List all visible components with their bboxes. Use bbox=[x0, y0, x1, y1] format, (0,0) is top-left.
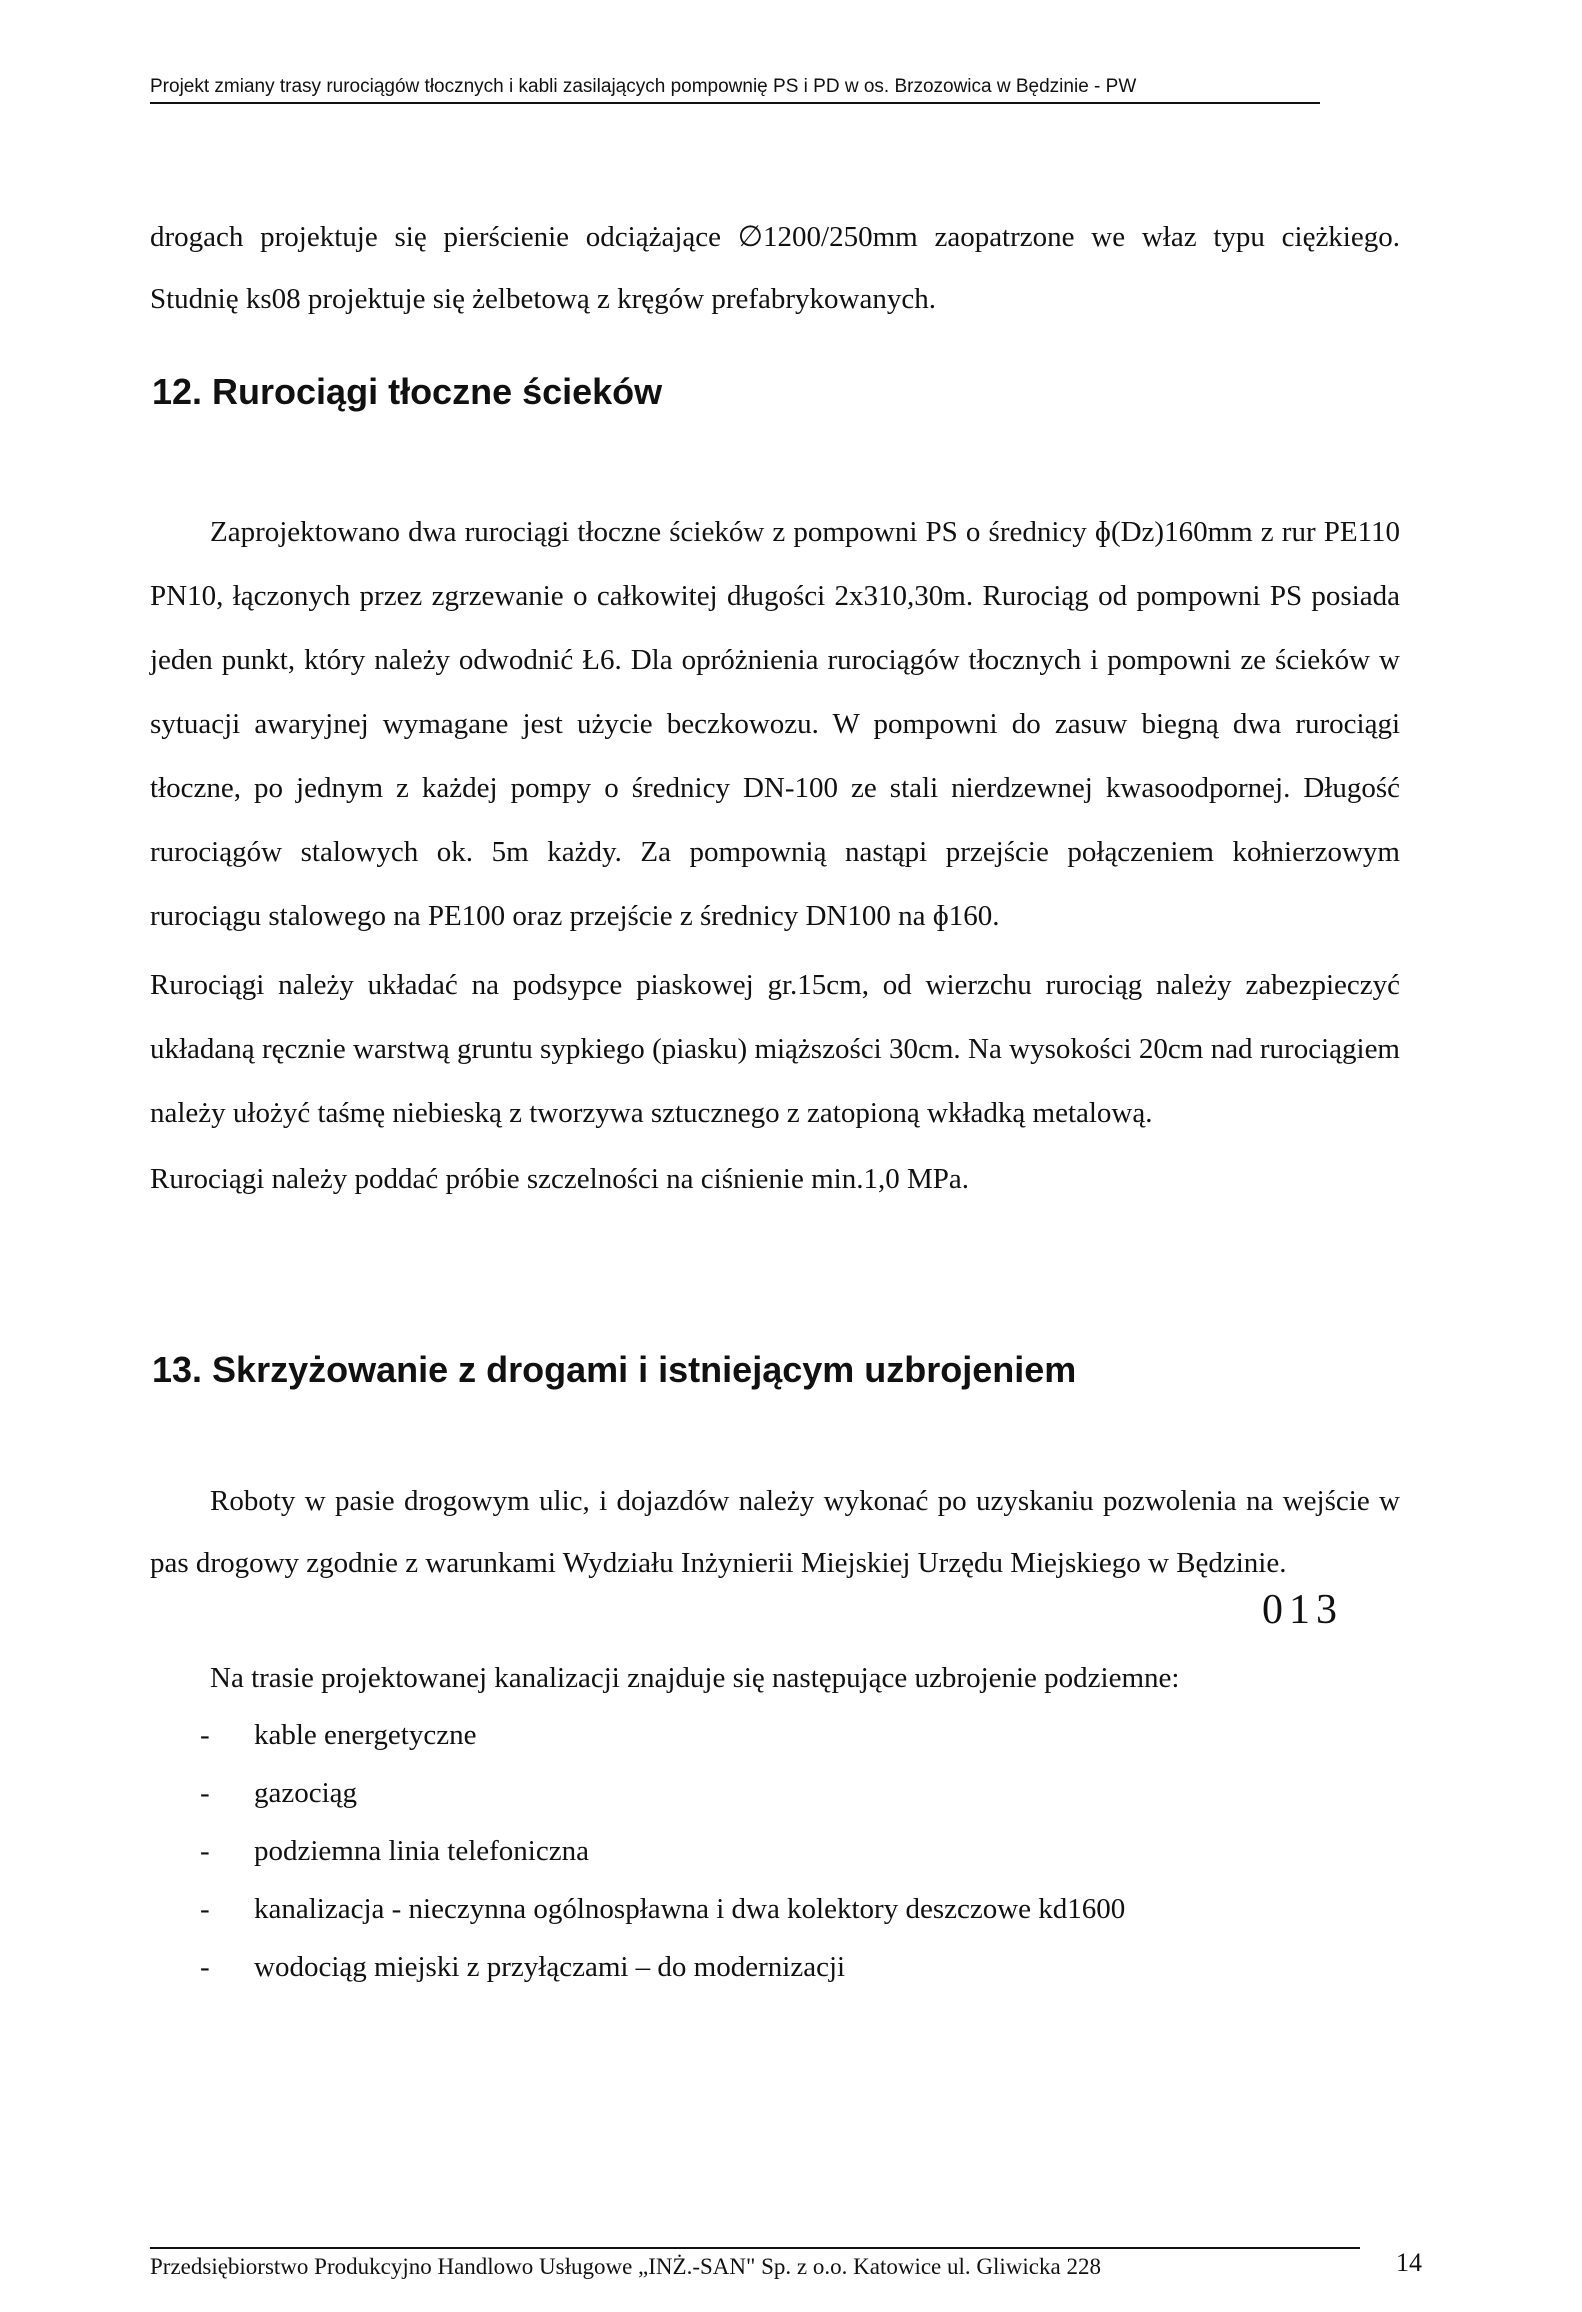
list-dash: - bbox=[200, 1777, 210, 1809]
list-item-text: wodociąg miejski z przyłączami – do modernizacji bbox=[254, 1951, 846, 1983]
list-item-text: podziemna linia telefoniczna bbox=[254, 1835, 589, 1867]
list-item bbox=[200, 1938, 1300, 1996]
utilities-list bbox=[200, 1706, 1300, 1996]
list-dash: - bbox=[200, 1719, 210, 1751]
running-header: Projekt zmiany trasy rurociągów tłocznych i kabli zasilających pompownię PS i PD w os. Brzozowica w Będzinie - PW bbox=[150, 74, 1320, 104]
list-item-text: kable energetyczne bbox=[254, 1719, 477, 1751]
list-item bbox=[200, 1764, 1300, 1822]
list-item bbox=[200, 1706, 1300, 1764]
section-13-paragraph-1: Roboty w pasie drogowym ulic, i dojazdów należy wykonać po uzyskaniu pozwolenia na wejście w pas drogowy zgodnie z warunkami Wydziału Inżynierii Miejskiej Urzędu Miejskiego w Będzinie. bbox=[150, 1485, 1400, 1579]
section-13-heading: 13. Skrzyżowanie z drogami i istniejącym uzbrojeniem bbox=[152, 1349, 1077, 1390]
section-12-paragraph-3: Rurociągi należy poddać próbie szczelności na ciśnienie min.1,0 MPa. bbox=[150, 1163, 969, 1195]
footer-divider bbox=[150, 2247, 1360, 2249]
section-12-paragraph-2: Rurociągi należy układać na podsypce piaskowej gr.15cm, od wierzchu rurociąg należy zabezpieczyć układaną ręcznie warstwą gruntu sypkiego (piasku) miąższości 30cm. Na wysokości 20cm nad rurociągiem należy ułożyć taśmę niebieską z tworzywa sztucznego z zatopioną wkładką metalową. bbox=[150, 969, 1400, 1129]
intro-paragraph: drogach projektuje się pierścienie odciążające ∅1200/250mm zaopatrzone we właz typu ciężkiego. Studnię ks08 projektuje się żelbetową z kręgów prefabrykowanych. bbox=[150, 221, 1400, 315]
section-12-heading: 12. Rurociągi tłoczne ścieków bbox=[152, 371, 663, 412]
list-item bbox=[200, 1880, 1300, 1938]
footer-company: Przedsiębiorstwo Produkcyjno Handlowo Usługowe „INŻ.-SAN" Sp. z o.o. Katowice ul. Gliwicka 228 bbox=[150, 2254, 1101, 2279]
sheet-stamp-number: 013 bbox=[1262, 1587, 1343, 1633]
list-dash: - bbox=[200, 1835, 210, 1867]
list-item-text: kanalizacja - nieczynna ogólnospławna i dwa kolektory deszczowe kd1600 bbox=[254, 1893, 1126, 1925]
list-dash: - bbox=[200, 1951, 210, 1983]
page-number: 14 bbox=[1396, 2248, 1422, 2277]
list-item bbox=[200, 1822, 1300, 1880]
section-13-paragraph-2: Na trasie projektowanej kanalizacji znajduje się następujące uzbrojenie podziemne: bbox=[210, 1662, 1180, 1694]
section-12-paragraph-1: Zaprojektowano dwa rurociągi tłoczne ścieków z pompowni PS o średnicy ɸ(Dz)160mm z rur PE110 PN10, łączonych przez zgrzewanie o całkowitej długości 2x310,30m. Rurociąg od pompowni PS posiada jeden punkt, który należy odwodnić Ł6. Dla opróżnienia rurociągów tłocznych i pompowni ze ścieków w sytuacji awaryjnej wymagane jest użycie beczkowozu. W pompowni do zasuw biegną dwa rurociągi tłoczne, po jednym z każdej pompy o średnicy DN-100 ze stali nierdzewnej kwasoodpornej. Długość rurociągów stalowych ok. 5m każdy. Za pompownią nastąpi przejście połączeniem kołnierzowym rurociągu stalowego na PE100 oraz przejście z średnicy DN100 na ɸ160. bbox=[150, 516, 1400, 932]
list-dash: - bbox=[200, 1893, 210, 1925]
list-item-text: gazociąg bbox=[254, 1777, 358, 1809]
